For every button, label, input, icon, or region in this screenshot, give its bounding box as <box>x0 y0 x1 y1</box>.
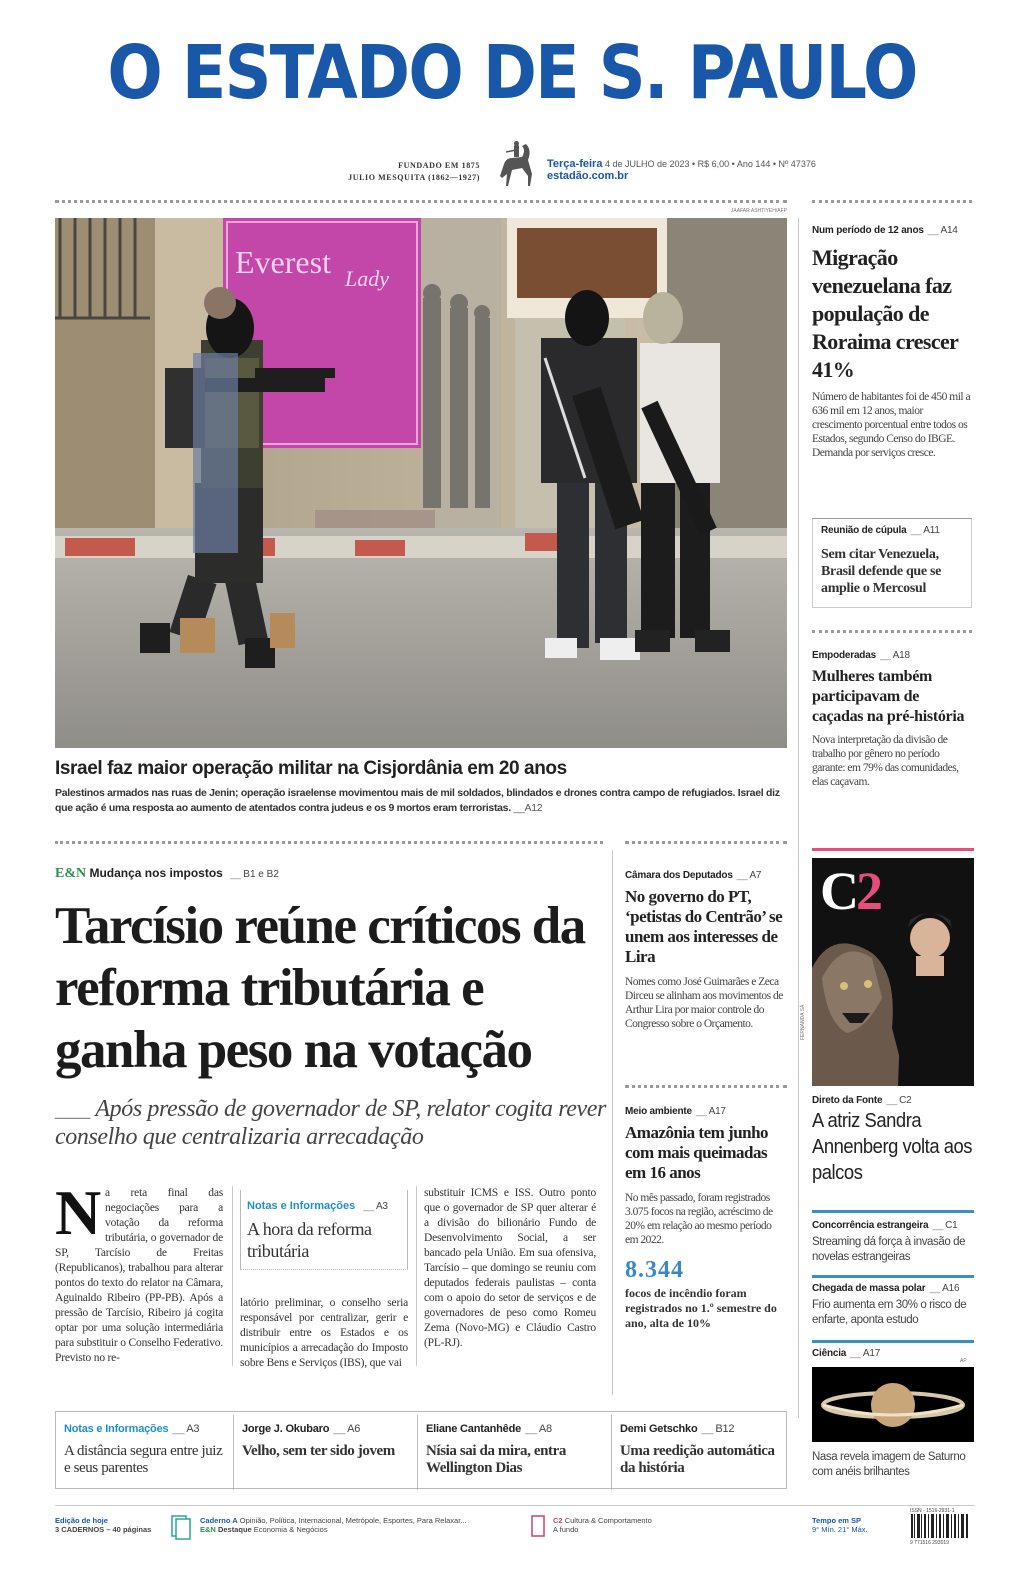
storefront-text: Everest <box>235 244 331 280</box>
barcode <box>910 1508 975 1546</box>
notes-page: __ A3 <box>363 1201 388 1212</box>
bottom-headline: Velho, sem ter sido jovem <box>242 1443 395 1459</box>
main-story-column-1 <box>55 1177 223 1366</box>
notes-box[interactable] <box>240 1190 408 1270</box>
blue-rule <box>812 1340 974 1343</box>
kicker-text: Chegada de massa polar <box>812 1283 926 1294</box>
story-body: Nova interpretação da divisão de trabalho por gênero no período garante: em 79% das comunidades, elas caçavam. <box>812 734 959 788</box>
main-deck: ___ Após pressão de governador de SP, relator cogita rever conselho que centralizaria arrecadação <box>55 1095 615 1151</box>
notes-title: A hora da reforma tributária <box>247 1219 372 1261</box>
kicker-text: Reunião de cúpula <box>821 525 907 536</box>
dateline <box>547 158 816 182</box>
story-kicker <box>812 1348 972 1359</box>
stat-number: 8.344 <box>625 1257 684 1283</box>
c2-label: C2 <box>553 1516 563 1525</box>
c2-photo-credit: FERNANDA SÁ <box>800 1004 806 1040</box>
story-roraima[interactable] <box>812 225 972 460</box>
footer-edicao <box>55 1516 151 1534</box>
c2-photo <box>812 858 974 1086</box>
tempo-label: Tempo em SP <box>812 1516 862 1525</box>
kicker-page: __ A14 <box>928 225 958 236</box>
footer <box>55 1505 975 1545</box>
story-body: Nomes como José Guimarães e Zeca Dirceu se alinham aos movimentos de Arthur Lira por maior controle do Congresso sobre o Orçamento. <box>625 976 783 1030</box>
story-kicker <box>821 525 963 536</box>
story-kicker <box>812 650 972 661</box>
barcode-icon <box>910 1514 970 1538</box>
story-ciencia[interactable] <box>812 1446 972 1480</box>
blue-rule <box>812 1210 974 1213</box>
story-kicker <box>812 1220 972 1231</box>
bottom-item[interactable] <box>418 1415 612 1490</box>
kicker-text: Notas e Informações <box>64 1423 169 1435</box>
section-separator-mid <box>625 841 787 844</box>
kicker-text: Empoderadas <box>812 650 876 661</box>
column-rule <box>416 1186 417 1366</box>
story-body: Nasa revela imagem de Saturno com anéis brilhantes <box>812 1451 966 1478</box>
kicker-page: __ C2 <box>886 1095 911 1106</box>
masthead-title: O ESTADO DE S. PAULO <box>107 30 917 116</box>
kicker-text: Num período de 12 anos <box>812 225 924 236</box>
kicker-pages: __ B1 e B2 <box>230 869 279 880</box>
story-headline: Migração venezuelana faz população de Roraima crescer 41% <box>812 245 958 382</box>
bottom-kicker <box>64 1423 225 1435</box>
site-link[interactable]: estadão.com.br <box>547 170 629 182</box>
column-rule <box>612 850 613 1395</box>
founded-info <box>340 160 480 184</box>
kicker-text: Meio ambiente <box>625 1106 692 1117</box>
caderno-a-label: Caderno A <box>200 1516 238 1525</box>
story-direto-da-fonte[interactable] <box>812 1095 972 1186</box>
story-headline: Mulheres também participavam de caçadas na pré-história <box>812 668 965 725</box>
lead-photo-caption <box>55 786 787 816</box>
story-kicker <box>625 1106 785 1117</box>
kicker-page: __ A17 <box>696 1106 726 1117</box>
kicker-text: Demi Getschko <box>620 1423 698 1435</box>
story-body: Streaming dá força à invasão de novelas estrangeiras <box>812 1236 966 1263</box>
story-body: Frio aumenta em 30% o risco de enfarte, aponta estudo <box>812 1299 967 1326</box>
kicker-page: __ A3 <box>172 1423 199 1435</box>
section-separator <box>55 841 603 844</box>
story-body: Número de habitantes foi de 450 mil a 636 mil em 12 anos, maior crescimento porcentual entre todos os Estados, segundo Censo do IBGE. Demanda por serviços cresce. <box>812 391 971 459</box>
kicker-text: Câmara dos Deputados <box>625 870 733 881</box>
bottom-headline: Nísia sai da mira, entra Wellington Dias <box>426 1443 566 1476</box>
barcode-number: 9 771516 293019 <box>910 1540 949 1546</box>
sections-icon <box>170 1514 192 1540</box>
kicker-text: Jorge J. Okubaro <box>242 1423 330 1435</box>
c2-logo-2: 2 <box>856 861 880 921</box>
c2-top-rule <box>812 848 974 851</box>
lead-photo-headline[interactable]: Israel faz maior operação militar na Cisjordânia em 20 anos <box>55 758 567 779</box>
saturn-icon <box>812 1367 974 1442</box>
column-text: a reta final das negociações para a votação da reforma tributária, o governador de SP, Tarcísio de Freitas (Republicanos), trabalhou para alterar pontos do texto do relator na Câmara, Aguinaldo Ribeiro (PP-PB). Após a pressão de Tarcísio, Ribeiro já cogita optar por uma solução intermediária para substituir o Conselho Federativo. Previsto no re- <box>55 1187 223 1364</box>
kicker-text: Eliane Cantanhêde <box>426 1423 522 1435</box>
story-separator <box>812 630 972 633</box>
bottom-item[interactable] <box>612 1415 786 1490</box>
footer-tempo <box>812 1516 868 1534</box>
date-info: 4 de JULHO de 2023 • R$ 6,00 • Ano 144 • Nº 47376 <box>604 159 816 169</box>
weekday: Terça-feira <box>547 158 603 170</box>
notes-kicker <box>247 1196 401 1214</box>
caderno-a-text: Opinião, Política, Internacional, Metrópole, Esportes, Para Relaxar... <box>239 1516 467 1525</box>
kicker-page: __ C1 <box>932 1220 957 1231</box>
bottom-kicker <box>620 1423 778 1435</box>
column-rule <box>798 218 799 1418</box>
blue-rule <box>812 1275 974 1278</box>
en-text: Economia & Negócios <box>253 1525 328 1534</box>
kicker-text: Ciência <box>812 1348 847 1359</box>
column-rule <box>232 1186 233 1366</box>
c2-section-icon <box>530 1514 546 1540</box>
founder-line: JULIO MESQUITA (1862—1927) <box>348 173 480 182</box>
kicker-page: __ A8 <box>525 1423 552 1435</box>
kicker-text: Direto da Fonte <box>812 1095 883 1106</box>
stat-block <box>625 1257 785 1331</box>
founded-line: FUNDADO EM 1875 <box>398 161 480 170</box>
bottom-headline: A distância segura entre juiz e seus parentes <box>64 1443 223 1476</box>
kicker-text: Mudança nos impostos <box>89 866 223 880</box>
story-headline: A atriz Sandra Annenberg volta aos palcos <box>812 1110 973 1184</box>
story-body: No mês passado, foram registrados 3.075 focos na região, acréscimo de 20% em relação ao mesmo período em 2022. <box>625 1192 773 1246</box>
story-cupula[interactable] <box>812 518 972 608</box>
issn: ISSN - 1516-2931-1 <box>910 1508 955 1514</box>
story-kicker <box>625 870 785 881</box>
story-mulheres[interactable] <box>812 650 972 789</box>
c2-logo-c: C <box>820 861 856 921</box>
storefront-script: Lady <box>345 266 389 291</box>
photo-credit: JAAFAR ASHTIYEH/AFP <box>730 208 787 214</box>
kicker-page: __ A6 <box>333 1423 360 1435</box>
caption-page: __A12 <box>513 802 543 814</box>
story-kicker <box>812 225 972 236</box>
bottom-item[interactable] <box>234 1415 418 1490</box>
masthead-separator <box>55 200 787 203</box>
tempo-text: 9° Mín. 21° Máx. <box>812 1525 868 1534</box>
saturn-credit: AP <box>960 1358 967 1364</box>
story-ciencia-kicker <box>812 1348 972 1359</box>
story-massa-polar[interactable] <box>812 1283 972 1328</box>
en-label: E&N <box>200 1525 216 1534</box>
saturn-image[interactable] <box>812 1367 974 1442</box>
story-kicker <box>812 1283 972 1294</box>
c2-sub: A fundo <box>553 1525 579 1534</box>
masthead-separator-right <box>812 200 972 203</box>
lead-photo[interactable] <box>55 218 787 748</box>
story-concorrencia[interactable] <box>812 1220 972 1265</box>
main-story-column-3: substituir ICMS e ISS. Outro ponto que o governador de SP quer alterar é a divisão do bilionário Fundo de Desenvolvimento Social, a ser bancado pela União. Em sua ofensiva, Tarcísio – que domingo se reuniu com deputados federais paulistas – conta com o apoio do setor de serviços e de governadores de peso como Romeu Zema (Novo-MG) e Cláudio Castro (PL-RJ). <box>424 1187 596 1349</box>
main-story-column-2: latório preliminar, o conselho seria responsável por centralizar, gerir e distribuir entre os Estados e os municípios a arrecadação do Imposto sobre Bens e Serviços (IBS), que vai <box>240 1297 408 1369</box>
kicker-page: __ A18 <box>880 650 910 661</box>
story-headline: No governo do PT, ‘petistas do Centrão’ se unem aos interesses de Lira <box>625 887 783 966</box>
story-camara[interactable] <box>625 870 785 1031</box>
bottom-kicker <box>426 1423 603 1435</box>
kicker-page: __ A17 <box>850 1348 880 1359</box>
story-kicker <box>812 1095 972 1106</box>
c2-promo-image[interactable] <box>812 858 974 1086</box>
c2-text: Cultura & Comportamento <box>564 1516 652 1525</box>
main-story-kicker <box>55 866 279 882</box>
edicao-label: Edição de hoje <box>55 1516 108 1525</box>
story-headline: Amazônia tem junho com mais queimadas em 16 anos <box>625 1123 769 1182</box>
main-headline[interactable]: Tarcísio reúne críticos da reforma tributária e ganha peso na votação <box>55 897 585 1079</box>
kicker-page: __ B12 <box>701 1423 734 1435</box>
edicao-text: 3 CADERNOS – 40 páginas <box>55 1525 152 1534</box>
kicker-page: __ A11 <box>911 525 940 536</box>
story-separator <box>625 1085 787 1088</box>
kicker-page: __ A7 <box>737 870 762 881</box>
stat-text: focos de incêndio foram registrados no 1.º semestre do ano, alta de 10% <box>625 1286 777 1330</box>
en-destaque: Destaque <box>217 1525 252 1534</box>
horseman-logo-icon <box>492 140 540 190</box>
caption-text: Palestinos armados nas ruas de Jenin; operação israelense movimentou mais de mil soldados, blindados e drones contra campo de refugiados. Israel diz que ação é uma resposta ao aumento de atentados contra judeus e os 9 mortos eram terroristas. <box>55 787 780 814</box>
section-tag: E&N <box>55 866 87 881</box>
footer-cadernos <box>200 1516 467 1534</box>
kicker-page: __ A16 <box>929 1283 959 1294</box>
story-amazonia[interactable] <box>625 1106 785 1331</box>
bottom-item[interactable] <box>56 1415 234 1490</box>
kicker-text: Concorrência estrangeira <box>812 1220 929 1231</box>
story-headline: Sem citar Venezuela, Brasil defende que se amplie o Mercosul <box>821 547 942 596</box>
bottom-kicker <box>242 1423 409 1435</box>
dropcap: N <box>55 1177 102 1248</box>
footer-c2 <box>553 1516 652 1534</box>
notes-label: Notas e Informações <box>247 1200 356 1212</box>
bottom-headline: Uma reedição automática da história <box>620 1443 775 1476</box>
